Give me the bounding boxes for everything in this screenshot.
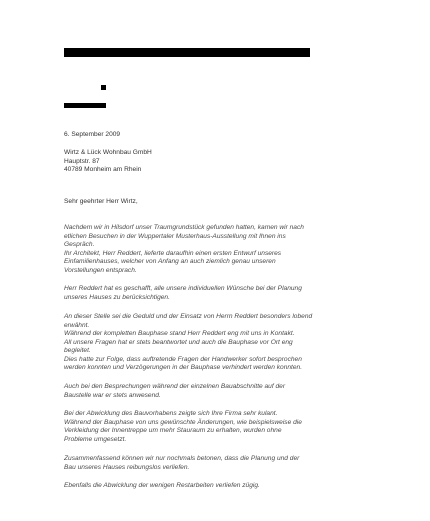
recipient-city: 40789 Monheim am Rhein [64,166,142,173]
salutation [64,198,404,207]
body-line: Ebenfalls die Abwicklung der wenigen Restarbeiten verliefen zügig. [64,482,260,489]
body-line: erwähnt. [64,321,90,329]
body-line: Verkleidung der Innentreppe um mehr Stauraum zu erhalten, wurden ohne [64,427,282,434]
redacted-mark [101,85,106,90]
paragraph-5 [64,410,404,444]
redacted-sender-line [64,103,106,108]
body-line: All unsere Fragen hat er stets beantwortet und auch die Bauphase vor Ort eng [64,338,293,346]
body-line: Ihr Architekt, Herr Reddert, lieferte daraufhin einen ersten Entwurf unseres [64,249,282,257]
body-line: Auch bei den Besprechungen während der einzelnen Bauabschnitte auf der [64,383,286,390]
body-line: Bei der Abwicklung des Bauvorhabens zeigte sich Ihre Firma sehr kulant. [64,410,278,417]
paragraph-3 [64,313,404,373]
body-line: Während der Bauphase von uns gewünschte Änderungen, wie beispielsweise die [64,418,302,426]
salutation-text: Sehr geehrter Herr Wirtz, [64,198,138,205]
body-line: werden konnten und Verzögerungen in der Bauphase verhindert werden konnten. [64,364,303,371]
body-line: Zusammenfassend können wir nur nochmals betonen, dass die Planung und der [64,455,300,462]
body-line: Baustelle war er stets anwesend. [64,391,161,399]
body-line: An dieser Stelle sei die Geduld und der Einsatz von Herrn Reddert besonders lobend [64,313,313,320]
redacted-sender-name [64,48,310,57]
body-line: unseres Hauses zu berücksichtigen. [64,293,170,301]
recipient-address [64,149,404,175]
body-line: Einfamilienhauses, welcher von Anfang an auch ziemlich genau unseren [64,258,276,265]
recipient-company: Wirtz & Lück Wohnbau GmbH [64,149,152,156]
body-line: etlichen Besuchen in der Wuppertaler Musterhaus-Ausstellung mit Ihnen ins [64,232,286,240]
recipient-street: Hauptstr. 87 [64,157,100,165]
body-line: Herr Reddert hat es geschafft, alle unsere individuellen Wünsche bei der Planung [64,285,302,292]
paragraph-6 [64,455,404,472]
body-line: Während der kompletten Bauphase stand Herr Reddert eng mit uns in Kontakt. [64,330,295,337]
body-line: Bau unseres Hauses reibungslos verliefen. [64,463,190,471]
paragraph-4 [64,383,404,400]
body-line: Gespräch. [64,241,95,248]
body-line: Nachdem wir in Hilsdorf unser Traumgrundstück gefunden hatten, kamen wir nach [64,224,304,231]
body-line: Dies hatte zur Folge, dass auftretende Fragen der Handwerker sofort besprochen [64,355,302,363]
paragraph-2 [64,285,404,302]
paragraph-1 [64,224,404,275]
body-line: Vorstellungen entsprach. [64,266,137,274]
letter-date [64,131,404,140]
date-text: 6. September 2009 [64,131,121,138]
paragraph-7 [64,482,404,491]
body-line: begleitet. [64,347,91,354]
body-line: Probleme umgesetzt. [64,435,127,443]
